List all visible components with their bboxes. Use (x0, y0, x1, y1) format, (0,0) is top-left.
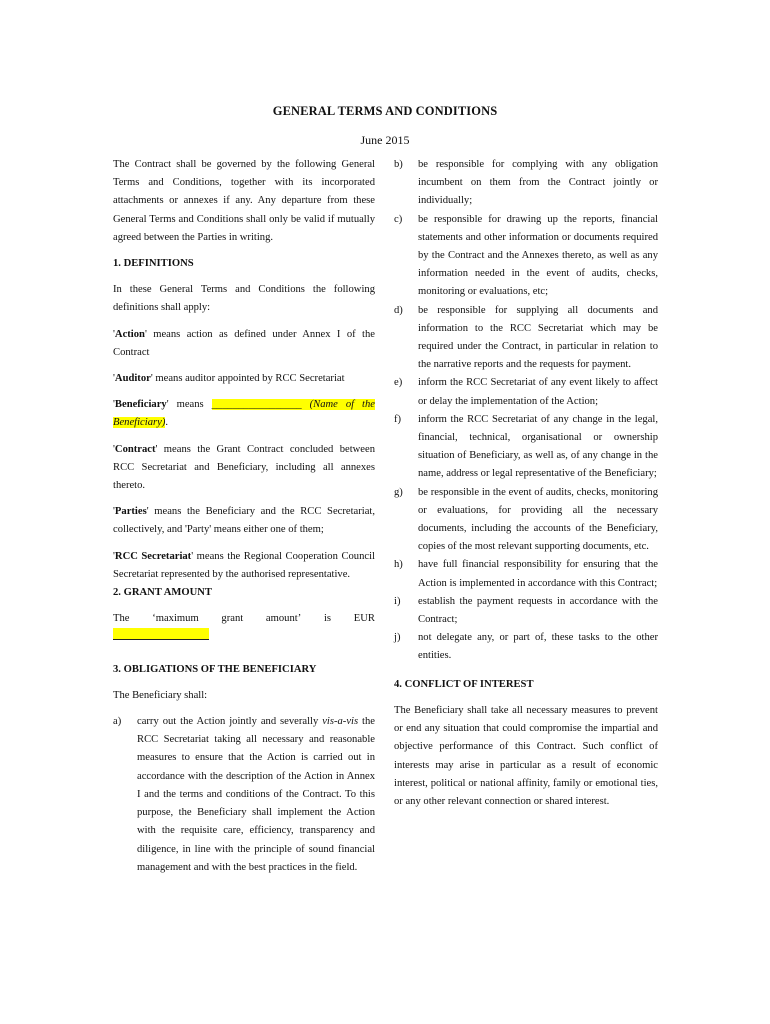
list-item-g (394, 484, 658, 557)
list-item-label: b) (394, 159, 403, 170)
definition-parties: 'Parties' means the Beneficiary and the RCC Secretariat, collectively, and 'Party' means either one of them; (113, 506, 375, 536)
section-heading-definitions: 1. DEFINITIONS (113, 258, 194, 270)
list-item-label: a) (113, 716, 122, 728)
grant-amount-blank-row (113, 628, 375, 646)
grant-word: The (113, 613, 130, 625)
definition-auditor: 'Auditor' means auditor appointed by RCC Secretariat (113, 373, 345, 385)
definition-rcc-secretariat: 'RCC Secretariat' means the Regional Cooperation Council Secretariat represented by the authorised representative. (113, 550, 375, 580)
left-column (113, 156, 375, 877)
list-item-label: f) (394, 413, 402, 425)
section-heading-grant-amount: 2. GRANT AMOUNT (113, 587, 212, 599)
definition-text: ' means (166, 399, 212, 411)
list-item-text: inform the RCC Secretariat of any change in the legal, financial, technical, organisational or ownership situation of Beneficiary, as well as, of any change in the name, address or legal representative of the Beneficiary; (418, 413, 658, 480)
grant-word: is (323, 613, 332, 625)
list-item-f (394, 411, 658, 484)
document-title: GENERAL TERMS AND CONDITIONS (272, 104, 498, 118)
document-date: June 2015 (360, 133, 410, 147)
list-item-text: be responsible for drawing up the reports, financial statements and other information or documents required by the Contract and the Annexes thereto, as well as any information needed in the event of audits, checks, monitoring or evaluations, etc; (418, 213, 658, 298)
list-item-h (394, 556, 658, 592)
definition-term: Auditor (114, 373, 151, 385)
list-item-c (394, 211, 658, 302)
definition-action: 'Action' means action as defined under Annex I of the Contract (113, 328, 375, 358)
list-item-text: not delegate any, or part of, these tasks to the other entities. (418, 632, 658, 662)
list-item-d (394, 302, 658, 375)
intro-paragraph: The Contract shall be governed by the following General Terms and Conditions, together with its incorporated attachments or annexes if any. Any departure from these General Terms and Conditions shall only be valid if mutually agreed between the Parties in writing. (113, 159, 375, 243)
list-item-i (394, 593, 658, 629)
list-item-label: e) (394, 377, 403, 389)
section-heading-obligations: 3. OBLIGATIONS OF THE BENEFICIARY (113, 663, 317, 675)
list-item-text: be responsible for supplying all documents and information to the RCC Secretariat which may be required under the Contract, in particular in relation to the narrative reports and the requests for payment. (418, 304, 658, 371)
list-item-text: establish the payment requests in accordance with the Contract; (418, 595, 658, 626)
definition-term: Beneficiary (114, 399, 167, 411)
list-item-text: inform the RCC Secretariat of any event likely to affect or delay the implementation of the Action; (418, 377, 658, 407)
list-item-label: j) (394, 632, 401, 644)
list-item-text: be responsible in the event of audits, checks, monitoring or evaluations, for providing all the necessary documents, including the accounts of the Beneficiary, copies of the most relevant supporting documents, etc. (418, 486, 658, 553)
definition-beneficiary: 'Beneficiary' means _________________ (Name of the Beneficiary). (113, 399, 375, 429)
beneficiary-name-hint: (Name of the Beneficiary) (113, 399, 375, 429)
beneficiary-name-blank[interactable]: _________________ (211, 399, 302, 411)
right-column (394, 156, 658, 811)
definitions-intro: In these General Terms and Conditions the following definitions shall apply: (113, 284, 375, 314)
definition-term: RCC Secretariat (114, 550, 192, 562)
grant-amount-blank[interactable] (113, 628, 209, 640)
list-item-label: d) (394, 304, 403, 316)
list-item-j (394, 629, 658, 665)
list-item-e (394, 374, 658, 410)
list-item-text: the RCC Secretariat taking all necessary and reasonable measures to ensure that the Action is carried out in accordance with the description of the Action in Annex I and the terms and conditions of the Contract. To this purpose, the Beneficiary shall implement the Action with the requisite care, efficiency, transparency and diligence, in line with the principle of sound financial management and with the best practices in the field. (137, 716, 375, 873)
definition-term: Parties (114, 506, 147, 518)
grant-amount-sentence (113, 610, 375, 628)
list-item-label: i) (394, 595, 401, 607)
list-item-text: carry out the Action jointly and severally (137, 716, 323, 728)
list-item-italic: vis-a-vis (322, 716, 359, 728)
conflict-paragraph: The Beneficiary shall take all necessary measures to prevent or end any situation that could compromise the impartial and objective performance of this Contract. Such conflict of interests may arise in particular as a result of economic interest, political or national affinity, family or emotional ties, or any other relevant connection or shared interest. (394, 704, 658, 807)
grant-word: EUR (353, 613, 375, 625)
grant-word: amount’ (265, 613, 302, 625)
definition-contract: 'Contract' means the Grant Contract concluded between RCC Secretariat and Beneficiary, including all annexes thereto. (113, 443, 375, 492)
definition-text: ' means action as defined under Annex I of the Contract (113, 328, 375, 358)
grant-word: grant (221, 613, 244, 625)
definition-text: ' means the Beneficiary and the RCC Secretariat, collectively, and 'Party' means either one of them; (113, 506, 375, 536)
list-item-label: c) (394, 213, 403, 225)
list-item-a (113, 713, 375, 877)
definition-term: Action (114, 328, 145, 340)
list-item-text: have full financial responsibility for ensuring that the Action is implemented in accordance with this Contract; (418, 559, 658, 589)
definition-term: Contract (114, 443, 156, 455)
grant-word: ‘maximum (152, 613, 199, 625)
obligations-intro: The Beneficiary shall: (113, 689, 208, 701)
definition-text: ' means auditor appointed by RCC Secretariat (150, 373, 345, 385)
list-item-label: h) (394, 559, 403, 571)
definition-text: ' means the Grant Contract concluded between RCC Secretariat and Beneficiary, including all annexes thereto. (113, 443, 375, 492)
list-item-label: g) (394, 486, 403, 498)
list-item-b (394, 156, 658, 211)
list-item-text: be responsible for complying with any obligation incumbent on them from the Contract jointly or individually; (418, 159, 658, 207)
section-heading-conflict: 4. CONFLICT OF INTEREST (394, 678, 534, 690)
definition-text: ' means the Regional Cooperation Council Secretariat represented by the authorised representative. (113, 550, 375, 580)
